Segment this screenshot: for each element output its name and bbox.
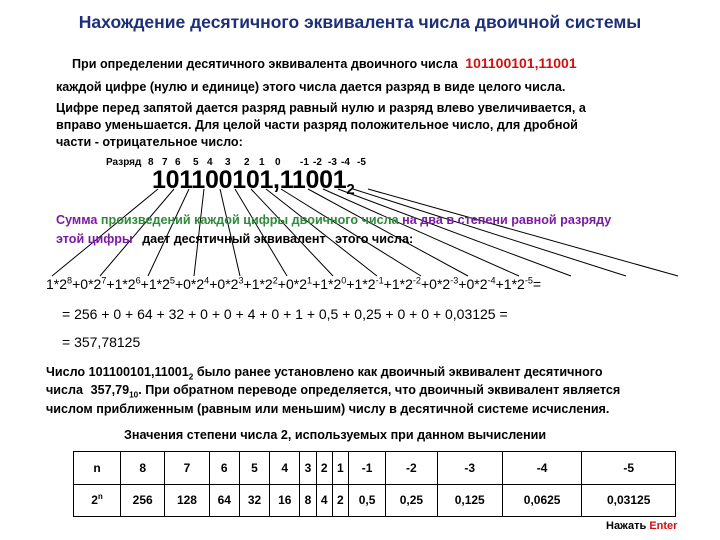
formula-term: $0*2^7$ <box>80 275 107 292</box>
table-cell-power: 16 <box>270 484 300 517</box>
table-cell-power: 0,5 <box>348 484 385 517</box>
formula-digit: 0 <box>80 276 89 292</box>
table-caption: Значения степени числа 2, используемых при данном вычислении <box>124 428 547 442</box>
formula-exponent: 6 <box>135 275 141 286</box>
formula-digit: 1 <box>354 276 363 292</box>
table-cell-power: 0,03125 <box>582 484 676 517</box>
formula-exponent: -4 <box>487 275 496 286</box>
intro-line-2: каждой цифре (нулю и единице) этого числа дается разряд в виде целого числа. <box>56 80 566 94</box>
enter-hint[interactable] <box>606 520 677 532</box>
formula-term: $0*2^3$ <box>217 275 244 292</box>
formula-term: $1*2^0$ <box>320 275 347 292</box>
note-binary-base: 2 <box>188 372 194 382</box>
formula-exponent: -2 <box>412 275 421 286</box>
big-binary-base: 2 <box>346 181 355 198</box>
powers-table <box>73 451 676 517</box>
note-text-2: . При обратном переводе определяется, что двоичный эквивалент является <box>138 383 621 397</box>
intro-line-1-text: При определении десятичного эквивалента двоичного числа <box>72 57 458 71</box>
formula-digit: 0 <box>217 276 226 292</box>
rank-10: -2 <box>313 157 322 168</box>
formula-term: $1*2^{-2}$ <box>391 275 421 292</box>
formula-term: $0*2^1$ <box>285 275 313 292</box>
sum-line-2 <box>56 232 413 246</box>
table-cell-n: -5 <box>582 452 676 485</box>
table-row-powers <box>74 484 676 517</box>
table-cell-power: 4 <box>316 484 332 517</box>
table-cell-n: -1 <box>348 452 385 485</box>
expansion-line: = 256 + 0 + 64 + 32 + 0 + 0 + 4 + 0 + 1 + 0,5 + 0,25 + 0 + 0 + 0,03125 = <box>62 306 508 322</box>
formula-term: $1*2^6$ <box>114 275 141 292</box>
table-cell-n: 7 <box>165 452 209 485</box>
formula-term: $1*2^2$ <box>251 275 278 292</box>
table-header-n: n <box>74 452 121 485</box>
formula-digit: 1 <box>251 276 260 292</box>
rank-8: 0 <box>275 157 281 168</box>
note-line-2-start: числа <box>46 383 84 397</box>
formula-term: $0*2^{-3}$ <box>429 275 459 292</box>
formula-exponent: 1 <box>307 275 313 286</box>
formula-exponent: -1 <box>375 275 384 286</box>
formula-digit: 1 <box>503 276 512 292</box>
table-cell-n: 4 <box>270 452 300 485</box>
sum-number-text: этого числа: <box>335 232 414 246</box>
rank-1: 7 <box>162 157 168 168</box>
intro-line-1 <box>72 55 577 71</box>
intro-binary-number: 101100101,11001 <box>465 55 577 71</box>
page-title: Нахождение десятичного эквивалента числа двоичной системы <box>78 12 642 32</box>
formula-digit: 1 <box>148 276 157 292</box>
table-cell-power: 8 <box>300 484 316 517</box>
formula-term: $1*2^{-1}$ <box>354 275 384 292</box>
formula-digit: 1 <box>320 276 329 292</box>
formula-digit: 0 <box>183 276 191 292</box>
formula-exponent: 7 <box>101 275 107 286</box>
rank-12: -4 <box>341 157 350 168</box>
rank-9: -1 <box>300 157 309 168</box>
rank-7: 1 <box>259 157 265 168</box>
formula-term: $1*2^{-5}$ <box>503 275 533 292</box>
formula-term: $1*2^8$ <box>46 275 73 292</box>
note-line-3: числом приближенным (равным или меньшим) числу в десятичной системе исчисления. <box>46 402 610 416</box>
rank-6: 2 <box>244 157 250 168</box>
table-cell-n: 1 <box>332 452 348 485</box>
table-cell-power: 128 <box>165 484 209 517</box>
table-header-base: 2 <box>91 493 98 508</box>
rank-3: 5 <box>193 157 199 168</box>
formula-exponent: 8 <box>67 275 73 286</box>
sum-line-1 <box>56 213 611 227</box>
formula-digit: 0 <box>466 276 475 292</box>
formula: $1*2^8+0*2^7+1*2^6+1*2^5+0*2^4+0*2^3+1*2^2+0*2^1+1*2^0+1*2^{-1}+1*2^{-2}+0*2^{-3}+0*2^{-4}+1*2^{-5}=$ <box>46 275 542 292</box>
note-prefix: Число <box>46 365 86 379</box>
formula-exponent: 2 <box>272 275 278 286</box>
table-cell-n: -2 <box>386 452 437 485</box>
formula-exponent: 3 <box>238 275 244 286</box>
table-cell-n: 5 <box>239 452 269 485</box>
table-cell-n: 3 <box>300 452 316 485</box>
table-cell-n: 8 <box>121 452 165 485</box>
table-cell-power: 32 <box>239 484 269 517</box>
table-cell-power: 256 <box>121 484 165 517</box>
formula-equals: = <box>532 276 542 292</box>
formula-digit: 0 <box>285 276 294 292</box>
formula-digit: 1 <box>391 276 400 292</box>
sum-products-text: произведений каждой цифры двоичного числа <box>100 213 399 227</box>
formula-exponent: 0 <box>341 275 347 286</box>
note-decimal-number: 357,79 <box>90 383 130 397</box>
enter-label: Нажать <box>606 520 647 532</box>
intro-line-4: вправо уменьшается. Для целой части разряд положительное число, для дробной <box>56 118 578 132</box>
note-line-2 <box>46 383 621 400</box>
formula-term: $0*2^4$ <box>183 275 210 292</box>
intro-line-5: части - отрицательное число: <box>56 135 243 149</box>
table-cell-n: -4 <box>502 452 581 485</box>
sum-gives-text: дает десятичный эквивалент <box>142 232 326 246</box>
rank-11: -3 <box>328 157 337 168</box>
big-binary-digits: 101100101,11001 <box>152 166 347 194</box>
result-line: = 357,78125 <box>62 334 141 350</box>
note-line-1 <box>46 365 603 382</box>
table-cell-power: 0,25 <box>386 484 437 517</box>
note-binary-number: 101100101,11001 <box>88 365 189 379</box>
formula-exponent: 4 <box>204 275 210 286</box>
note-decimal-base: 10 <box>129 390 139 400</box>
note-text-1: было ранее установлено как двоичный эквивалент десятичного <box>196 365 603 379</box>
enter-key: Enter <box>649 520 678 532</box>
rank-5: 3 <box>225 157 231 168</box>
big-binary-number <box>152 166 355 198</box>
table-cell-n: -3 <box>437 452 502 485</box>
table-row-n <box>74 452 676 485</box>
connector-line <box>368 189 678 276</box>
table-cell-n: 6 <box>209 452 239 485</box>
table-cell-power: 0,125 <box>437 484 502 517</box>
rank-2: 6 <box>175 157 181 168</box>
sum-word: Сумма <box>56 213 98 227</box>
rank-0: 8 <box>148 157 154 168</box>
sum-power-text: на два в степени равной разряду <box>402 213 612 227</box>
formula-digit: 0 <box>429 276 437 292</box>
formula-term: $1*2^5$ <box>148 275 175 292</box>
rank-13: -5 <box>357 157 366 168</box>
rank-4: 4 <box>207 157 213 168</box>
table-header-2n <box>74 484 121 517</box>
formula-exponent: -5 <box>524 275 533 286</box>
formula-digit: 1 <box>114 276 123 292</box>
table-cell-n: 2 <box>316 452 332 485</box>
formula-term: $0*2^{-4}$ <box>466 275 496 292</box>
table-cell-power: 0,0625 <box>502 484 581 517</box>
table-header-exp: n <box>97 492 103 502</box>
table-cell-power: 2 <box>332 484 348 517</box>
rank-label: Разряд <box>106 157 142 168</box>
table-cell-power: 64 <box>209 484 239 517</box>
formula-exponent: 5 <box>169 275 175 286</box>
intro-line-3: Цифре перед запятой дается разряд равный нулю и разряд влево увеличивается, а <box>56 101 586 115</box>
formula-exponent: -3 <box>450 275 459 286</box>
sum-digit-text: этой цифры <box>56 232 133 246</box>
formula-digit: 1 <box>46 276 54 292</box>
